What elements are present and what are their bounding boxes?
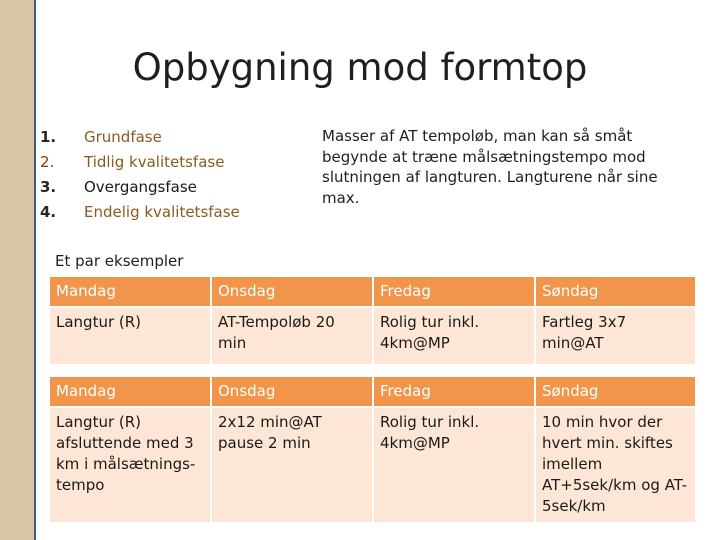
table-header-row [50, 377, 695, 406]
phase-number: 2. [40, 153, 55, 171]
phase-number: 4. [40, 203, 57, 221]
phase-label: Grundfase [84, 128, 162, 146]
phase-number: 1. [40, 128, 57, 146]
table-cell: Langtur (R) afsluttende med 3 km i målsætnings-tempo [50, 408, 210, 522]
phase-list [40, 128, 300, 228]
table-cell: Fartleg 3x7 min@AT [536, 308, 695, 364]
phase-label: Endelig kvalitetsfase [84, 203, 240, 221]
table-cell: Rolig tur inkl. 4km@MP [374, 408, 534, 522]
header-cell: Søndag [536, 277, 695, 306]
left-margin-strip [0, 0, 34, 540]
header-cell: Mandag [50, 377, 210, 406]
phase-item [40, 128, 300, 153]
left-accent-line [34, 0, 36, 540]
schedule-table-1 [48, 275, 697, 366]
table-row [50, 308, 695, 364]
header-cell: Fredag [374, 277, 534, 306]
table-cell: Rolig tur inkl. 4km@MP [374, 308, 534, 364]
header-cell: Søndag [536, 377, 695, 406]
slide-title: Opbygning mod formtop [132, 46, 588, 89]
header-cell: Mandag [50, 277, 210, 306]
phase-label: Overgangsfase [84, 178, 197, 196]
phase-item [40, 153, 300, 178]
header-cell: Onsdag [212, 277, 372, 306]
table-row [50, 408, 695, 522]
examples-caption: Et par eksempler [55, 252, 184, 270]
phase-item [40, 178, 300, 203]
schedule-table-2 [48, 375, 697, 524]
table-cell: Langtur (R) [50, 308, 210, 364]
table-cell: AT-Tempoløb 20 min [212, 308, 372, 364]
table-header-row [50, 277, 695, 306]
phase-label: Tidlig kvalitetsfase [84, 153, 225, 171]
header-cell: Onsdag [212, 377, 372, 406]
table-cell: 2x12 min@AT pause 2 min [212, 408, 372, 522]
phase-number: 3. [40, 178, 57, 196]
table-cell: 10 min hvor der hvert min. skiftes imellem AT+5sek/km og AT-5sek/km [536, 408, 695, 522]
phase-item [40, 203, 300, 228]
phase-note: Masser af AT tempoløb, man kan så småt begynde at træne målsætningstempo mod slutningen af langturen. Langturene når sine max. [322, 127, 658, 207]
header-cell: Fredag [374, 377, 534, 406]
